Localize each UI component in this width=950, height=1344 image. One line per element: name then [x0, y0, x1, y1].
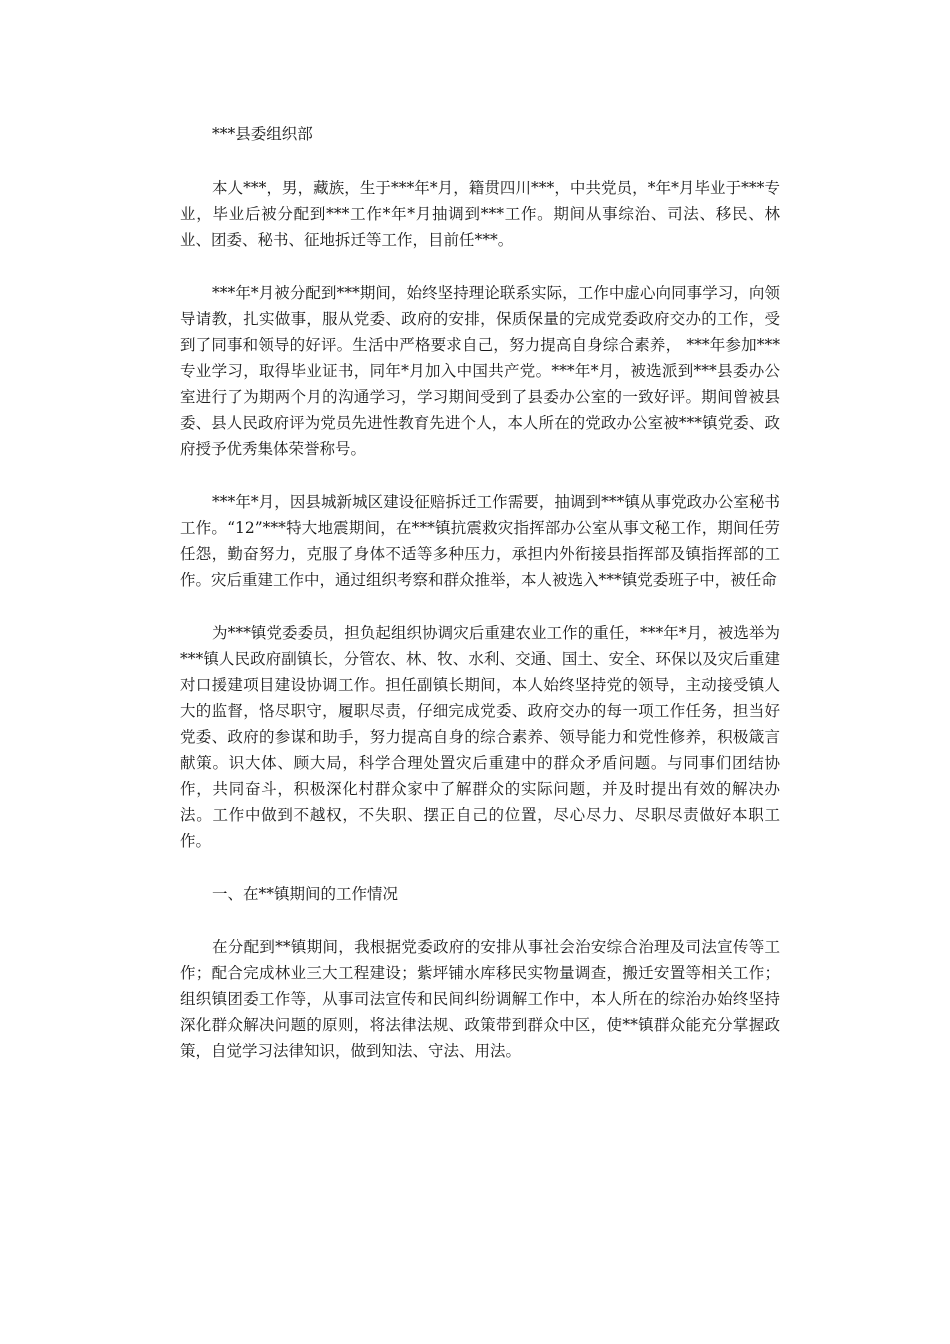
paragraph-secondment: ***年*月，因县城新城区建设征赔拆迁工作需要，抽调到***镇从事党政办公室秘书工作。“12”***特大地震期间，在***镇抗震救灾指挥部办公室从事文秘工作，期间任劳任怨，勤奋努力，克服了身体不适等多种压力，承担内外衔接县指挥部及镇指挥部的工作。灾后重建工作中，通过组织考察和群众推举，本人被选入***镇党委班子中，被任命 [180, 493, 780, 589]
document-page [180, 121, 780, 1091]
section-title: 一、在**镇期间的工作情况 [212, 885, 399, 903]
paragraph-section-body: 在分配到**镇期间，我根据党委政府的安排从事社会治安综合治理及司法宣传等工作；配合完成林业三大工程建设；紫坪铺水库移民实物量调查，搬迁安置等相关工作；组织镇团委工作等，从事司法宣传和民间纠纷调解工作中，本人所在的综治办始终坚持深化群众解决问题的原则，将法律法规、政策带到群众中区，使**镇群众能充分掌握政策，自觉学习法律知识，做到知法、守法、用法。 [180, 938, 780, 1060]
paragraph-deputy-mayor: 为***镇党委委员，担负起组织协调灾后重建农业工作的重任，***年*月，被选举为***镇人民政府副镇长，分管农、林、牧、水利、交通、国土、安全、环保以及灾后重建对口援建项目建设协调工作。担任副镇长期间，本人始终坚持党的领导，主动接受镇人大的监督，恪尽职守，履职尽责，仔细完成党委、政府交办的每一项工作任务，担当好党委、政府的参谋和助手，努力提高自身的综合素养、领导能力和党性修养，积极箴言献策。识大体、顾大局，科学合理处置灾后重建中的群众矛盾问题。与同事们团结协作，共同奋斗，积极深化村群众家中了解群众的实际问题，并及时提出有效的解决办法。工作中做到不越权，不失职、摆正自己的位置，尽心尽力、尽职尽责做好本职工作。 [180, 624, 780, 850]
paragraph-intro: 本人***，男，藏族，生于***年*月，籍贯四川***，中共党员，*年*月毕业于***专业，毕业后被分配到***工作*年*月抽调到***工作。期间从事综治、司法、移民、林业、团委、秘书、征地拆迁等工作，目前任***。 [180, 179, 780, 249]
paragraph-early-career: ***年*月被分配到***期间，始终坚持理论联系实际，工作中虚心向同事学习，向领导请教，扎实做事，服从党委、政府的安排，保质保量的完成党委政府交办的工作，受到了同事和领导的好评。生活中严格要求自己，努力提高自身综合素养， ***年参加***专业学习，取得毕业证书，同年*月加入中国共产党。***年*月，被选派到***县委办公室进行了为期两个月的沟通学习，学习期间受到了县委办公室的一致好评。期间曾被县委、县人民政府评为党员先进性教育先进个人，本人所在的党政办公室被***镇党委、政府授予优秀集体荣誉称号。 [180, 284, 780, 458]
recipient-heading: ***县委组织部 [212, 125, 313, 143]
